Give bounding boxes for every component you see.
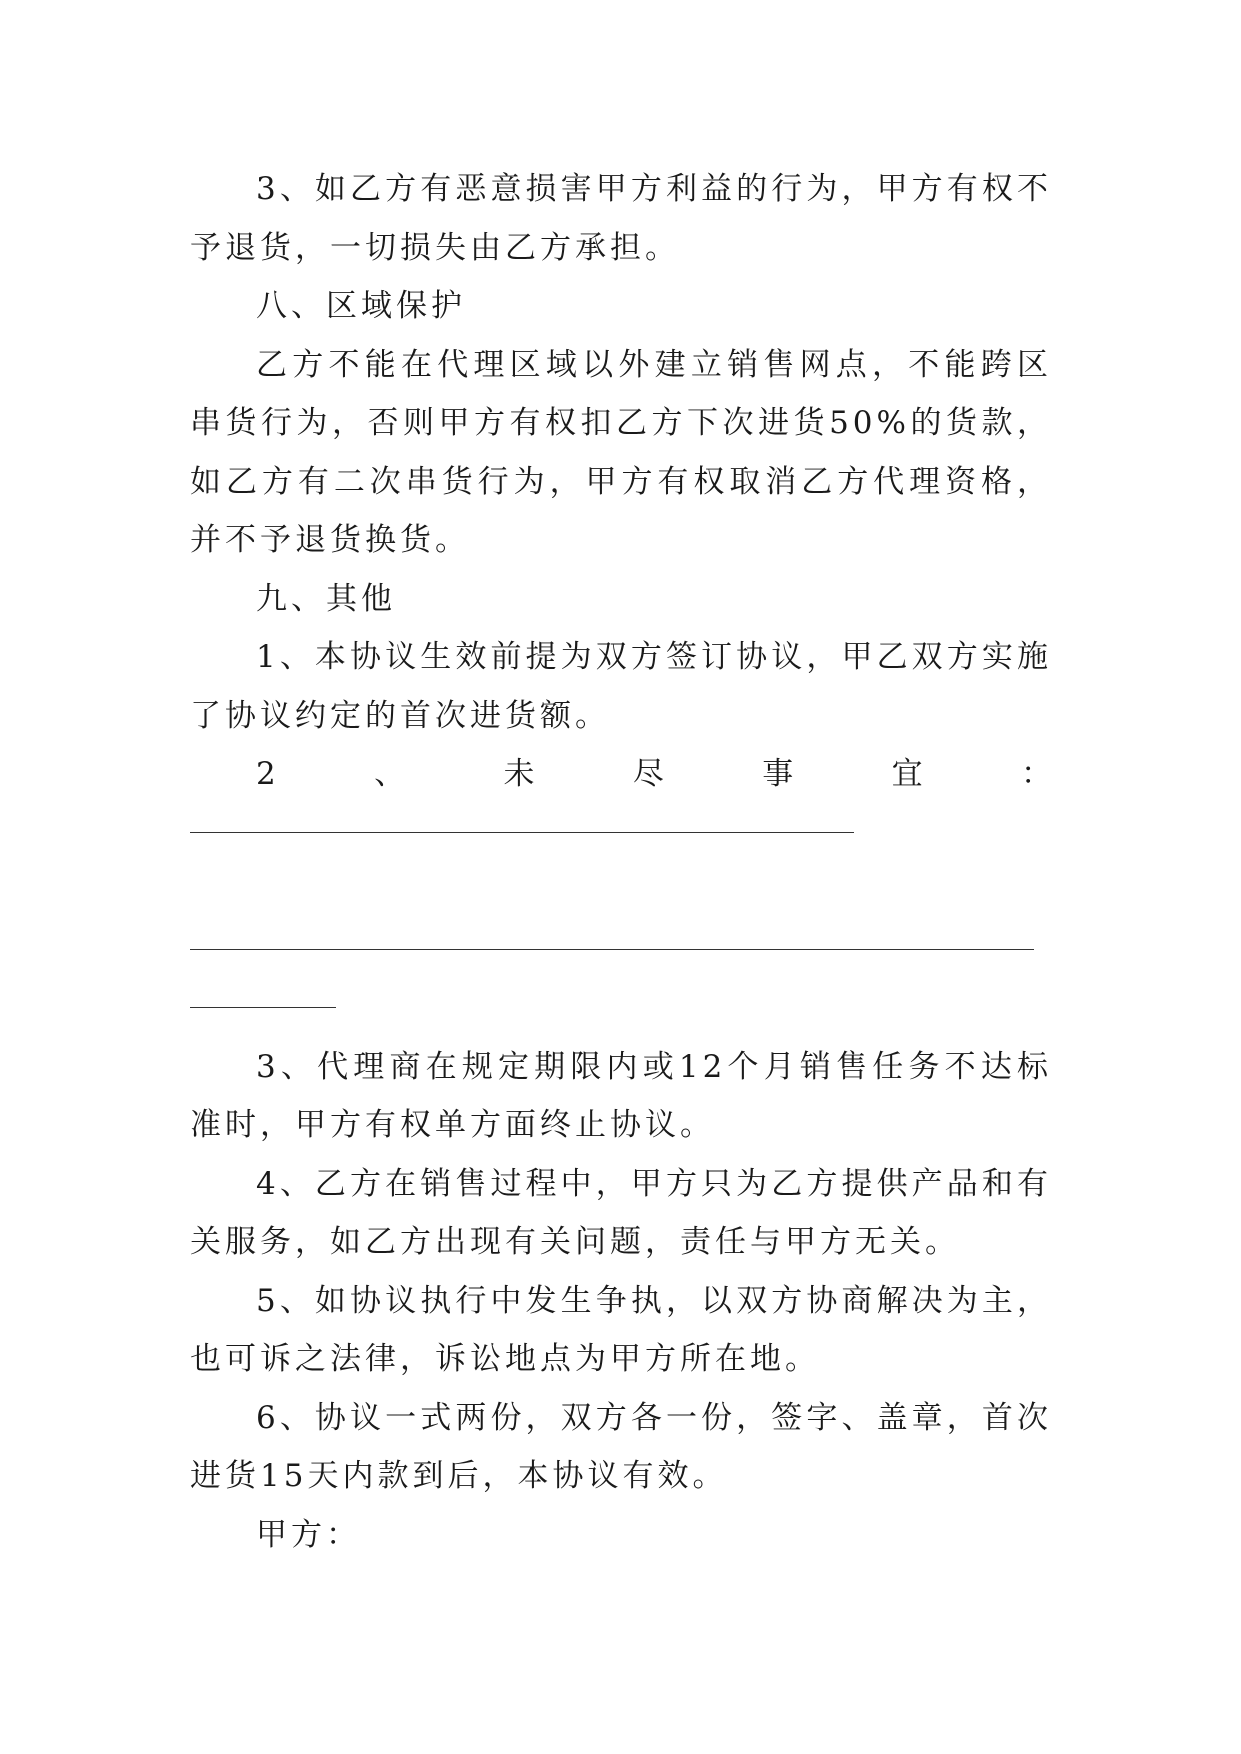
clause-9-2-char: 未 bbox=[503, 756, 535, 792]
clause-9-2-char: 尽 bbox=[632, 756, 664, 792]
clause-9-1: 1、本协议生效前提为双方签订协议，甲乙双方实施了协议约定的首次进货额。 bbox=[190, 639, 1052, 734]
clause-9-2-char: 2 bbox=[256, 756, 276, 792]
fill-in-line bbox=[190, 832, 854, 833]
fill-in-line-row bbox=[190, 921, 1052, 980]
fill-in-line bbox=[190, 949, 1034, 950]
clause-9-5: 5、如协议执行中发生争执，以双方协商解决为主，也可诉之法律，诉讼地点为甲方所在地。 bbox=[190, 1282, 1052, 1377]
fill-in-line-row bbox=[190, 979, 1052, 1038]
fill-in-line bbox=[190, 1007, 336, 1008]
blank-row bbox=[190, 862, 1052, 921]
clause-9-6: 6、协议一式两份，双方各一份，签字、盖章，首次进货15天内款到后，本协议有效。 bbox=[190, 1399, 1052, 1494]
document-body bbox=[190, 160, 1052, 1564]
section-heading-9: 九、其他 bbox=[256, 580, 396, 617]
clause-9-2-label bbox=[190, 745, 1052, 804]
clause-7-3: 3、如乙方有恶意损害甲方利益的行为，甲方有权不予退货，一切损失由乙方承担。 bbox=[190, 171, 1052, 266]
clause-9-2-char: 事 bbox=[762, 756, 794, 792]
clause-8-body: 乙方不能在代理区域以外建立销售网点，不能跨区串货行为，否则甲方有权扣乙方下次进货50%的货款，如乙方有二次串货行为，甲方有权取消乙方代理资格，并不予退货换货。 bbox=[190, 346, 1052, 558]
clause-9-2-char: 宜 bbox=[891, 756, 923, 792]
clause-9-3: 3、代理商在规定期限内或12个月销售任务不达标准时，甲方有权单方面终止协议。 bbox=[190, 1048, 1052, 1143]
clause-9-2-char: ： bbox=[1020, 756, 1052, 792]
section-heading-8: 八、区域保护 bbox=[256, 288, 466, 324]
clause-9-2-char: 、 bbox=[374, 756, 406, 792]
party-a-signature-label: 甲方： bbox=[256, 1516, 361, 1553]
clause-9-4: 4、乙方在销售过程中，甲方只为乙方提供产品和有关服务，如乙方出现有关问题，责任与甲方无关。 bbox=[190, 1165, 1052, 1260]
fill-in-line-row bbox=[190, 804, 1052, 863]
